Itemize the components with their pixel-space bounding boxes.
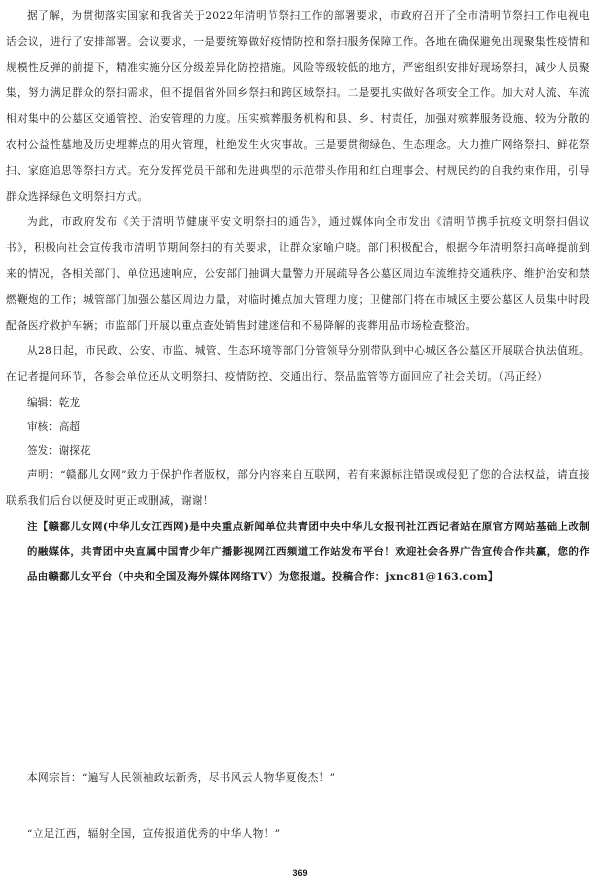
reviewer-line: 审核：高超 <box>27 420 80 433</box>
paragraph-enforcement: 从28日起，市民政、公安、市监、城管、生态环境等部门分管领导分别带队到中心城区各公墓区开展联合执法值班。在记者提问环节，各参会单位还从文明祭扫、疫情防控、交通出行、祭品监管等方面回应了社会关切。（冯正经） <box>6 345 590 384</box>
paragraph-measures: 为此，市政府发布《关于清明节健康平安文明祭扫的通告》，通过媒体向全市发出《清明节携手抗疫文明祭扫倡议书》，积极向社会宣传我市清明节期间祭扫的有关要求，让群众家喻户晓。部门积极配合，根据今年清明祭扫高峰提前到来的情况，各相关部门、单位迅速响应，公安部门抽调大量警力开展疏导各公墓区周边车流维持交通秩序、维护治安和禁燃鞭炮的工作；城管部门加强公墓区周边力量，对临时摊点加大管理力度；卫健部门将在市城区主要公墓区人员集中时段配备医疗救护车辆；市监部门开展以重点查处销售封建迷信和不易降解的丧葬用品市场检查整治。 <box>6 216 590 332</box>
publisher-notice: 注【赣鄱儿女网(中华儿女江西网)是中央重点新闻单位共青团中央中华儿女报刊社江西记者站在原官方网站基础上改制的融媒体，共青团中央直属中国青少年广播影视网江西频道工作站发布平台！欢迎社会各界广告宣传合作共赢，您的作品由赣鄱儿女平台（中央和全国及海外媒体网络TV）为您报道。投稿合作：jxnc81@163.com】 <box>27 520 590 583</box>
article-body <box>6 4 590 590</box>
site-motto-2: “立足江西，辐射全国，宣传报道优秀的中华人物！” <box>27 828 281 840</box>
page-number: 369 <box>292 868 308 878</box>
copyright-statement: 声明：“赣鄱儿女网”致力于保护作者版权，部分内容来自互联网，若有来源标注错误或侵犯了您的合法权益，请直接联系我们后台以便及时更正或删减，谢谢！ <box>6 468 590 507</box>
paragraph-meeting: 据了解，为贯彻落实国家和我省关于2022年清明节祭扫工作的部署要求，市政府召开了全市清明节祭扫工作电视电话会议，进行了安排部署。会议要求，一是要统筹做好疫情防控和祭扫服务保障工作。各地在确保避免出现聚集性疫情和规模性反弹的前提下，精准实施分区分级差异化防控措施。风险等级较低的地方，严密组织安排好现场祭扫，减少人员聚集，努力满足群众的祭扫需求，但不提倡省外回乡祭扫和跨区域祭扫。二是要扎实做好各项安全工作。加大对人流、车流相对集中的公墓区交通管控、治安管理的力度。压实殡葬服务机构和县、乡、村责任，加强对殡葬服务设施、较为分散的农村公益性墓地及历史埋葬点的用火管理，杜绝发生火灾事故。三是要贯彻绿色、生态理念。大力推广网络祭扫、鲜花祭扫、家庭追思等祭扫方式。充分发挥党员干部和先进典型的示范带头作用和红白理事会、村规民约的自我约束作用，引导群众选择绿色文明祭扫方式。 <box>6 10 590 203</box>
site-motto-1: 本网宗旨：“遍写人民领袖政坛新秀，尽书风云人物华夏俊杰！” <box>27 772 336 784</box>
approver-line: 签发：谢探花 <box>27 444 91 457</box>
editor-line: 编辑：乾龙 <box>27 396 80 409</box>
